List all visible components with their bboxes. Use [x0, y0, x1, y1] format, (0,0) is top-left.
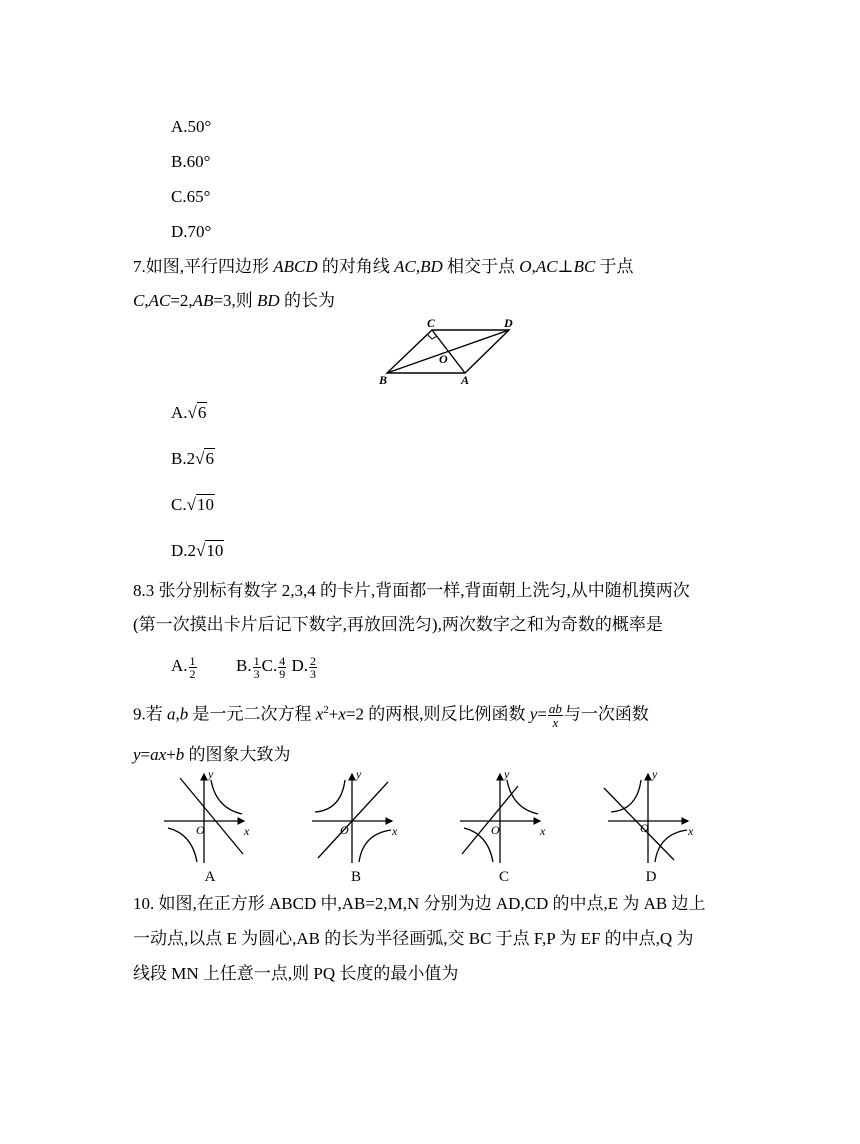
graph-a-hyperbola-upper	[211, 780, 242, 814]
sqrt-symbol: √10	[186, 495, 214, 514]
q7-stem-line2: C,AC=2,AB=3,则 BD 的长为	[133, 291, 335, 310]
graph-c	[460, 774, 540, 863]
graph-label-c: C	[498, 869, 509, 885]
q10-stem-line3: 线段 MN 上任意一点,则 PQ 长度的最小值为	[133, 964, 459, 983]
q7-option-d: D.2√10	[171, 541, 224, 560]
svg-text:x: x	[540, 824, 546, 838]
q6-option-c: C.65°	[171, 187, 211, 206]
label-d: D	[504, 316, 513, 330]
q8-option-a: A. $\frac{1}{2}$	[171, 654, 196, 681]
sqrt-symbol: √6	[195, 449, 214, 468]
q7-option-a: A.√6	[171, 403, 207, 422]
svg-text:x: x	[688, 824, 694, 838]
q10-stem-line2: 一动点,以点 E 为圆心,AB 的长为半径画弧,交 BC 于点 F,P 为 EF 的中点,Q 为	[133, 929, 694, 948]
graph-a-hyperbola-lower	[168, 828, 197, 862]
graph-b-hyperbola-lower	[359, 830, 391, 862]
svg-text:O: O	[196, 823, 205, 837]
graph-c-hyperbola-upper	[507, 780, 538, 814]
graph-c-line	[462, 786, 518, 854]
svg-text:O: O	[491, 823, 500, 837]
q8-options	[171, 655, 318, 680]
q7-option-b: B.2√6	[171, 449, 214, 468]
svg-text:O: O	[640, 821, 649, 835]
svg-text:y: y	[652, 768, 658, 781]
graph-b-hyperbola-upper	[315, 780, 345, 812]
q8-stem-line2: (第一次摸出卡片后记下数字,再放回洗匀),两次数字之和为奇数的概率是	[133, 615, 663, 634]
graph-d-line	[604, 788, 674, 860]
svg-text:x: x	[244, 824, 250, 838]
q9-stem-line1: 9.若 a,b 是一元二次方程 $x^2+x=2$ 的两根,则反比例函数 y= $\frac{ab}{x}$ 与一次函数	[133, 701, 649, 730]
q9-stem-line2: y=ax+b 的图象大致为	[133, 745, 291, 764]
graph-a	[164, 774, 244, 863]
label-o: O	[439, 352, 448, 366]
graph-b-line	[318, 782, 388, 858]
fraction-ab-over-x: $\frac{ab}{x}$	[548, 701, 562, 730]
sqrt-symbol: √10	[196, 541, 224, 560]
graph-d-hyperbola-upper	[611, 780, 641, 812]
sqrt-symbol: √6	[187, 403, 207, 422]
q8-stem-line1: 8.3 张分别标有数字 2,3,4 的卡片,背面都一样,背面朝上洗匀,从中随机摸两次	[133, 581, 690, 600]
q7-option-c: C.√10	[171, 495, 214, 514]
graph-d	[604, 774, 688, 863]
q8-option-d: D. $\frac{2}{3}$	[291, 654, 316, 681]
q6-option-b: B.60°	[171, 152, 211, 171]
svg-text:y: y	[504, 768, 510, 781]
label-b: B	[379, 373, 388, 387]
svg-text:x: x	[392, 824, 398, 838]
svg-text:y: y	[356, 768, 362, 781]
graph-label-b: B	[350, 869, 361, 885]
q8-option-c: C. $\frac{4}{9}$	[261, 654, 286, 681]
q7-parallelogram-figure	[375, 316, 535, 388]
graph-b	[312, 774, 392, 863]
q9-graphs-figure	[160, 768, 700, 866]
q7-stem-line1: 7.如图,平行四边形 ABCD 的对角线 AC,BD 相交于点 O,AC⊥BC 于点	[133, 257, 634, 276]
svg-text:y: y	[208, 768, 214, 781]
q6-option-a: A.50°	[171, 117, 212, 136]
graph-label-a: A	[204, 869, 216, 885]
q10-stem-line1: 10. 如图,在正方形 ABCD 中,AB=2,M,N 分别为边 AD,CD 的中点,E 为 AB 边上	[133, 894, 706, 913]
label-c: C	[427, 316, 436, 330]
q8-option-b: B. $\frac{1}{3}$	[236, 654, 260, 681]
graph-label-d: D	[645, 869, 657, 885]
q6-option-d: D.70°	[171, 222, 212, 241]
svg-text:O: O	[340, 823, 349, 837]
label-a: A	[461, 373, 470, 387]
